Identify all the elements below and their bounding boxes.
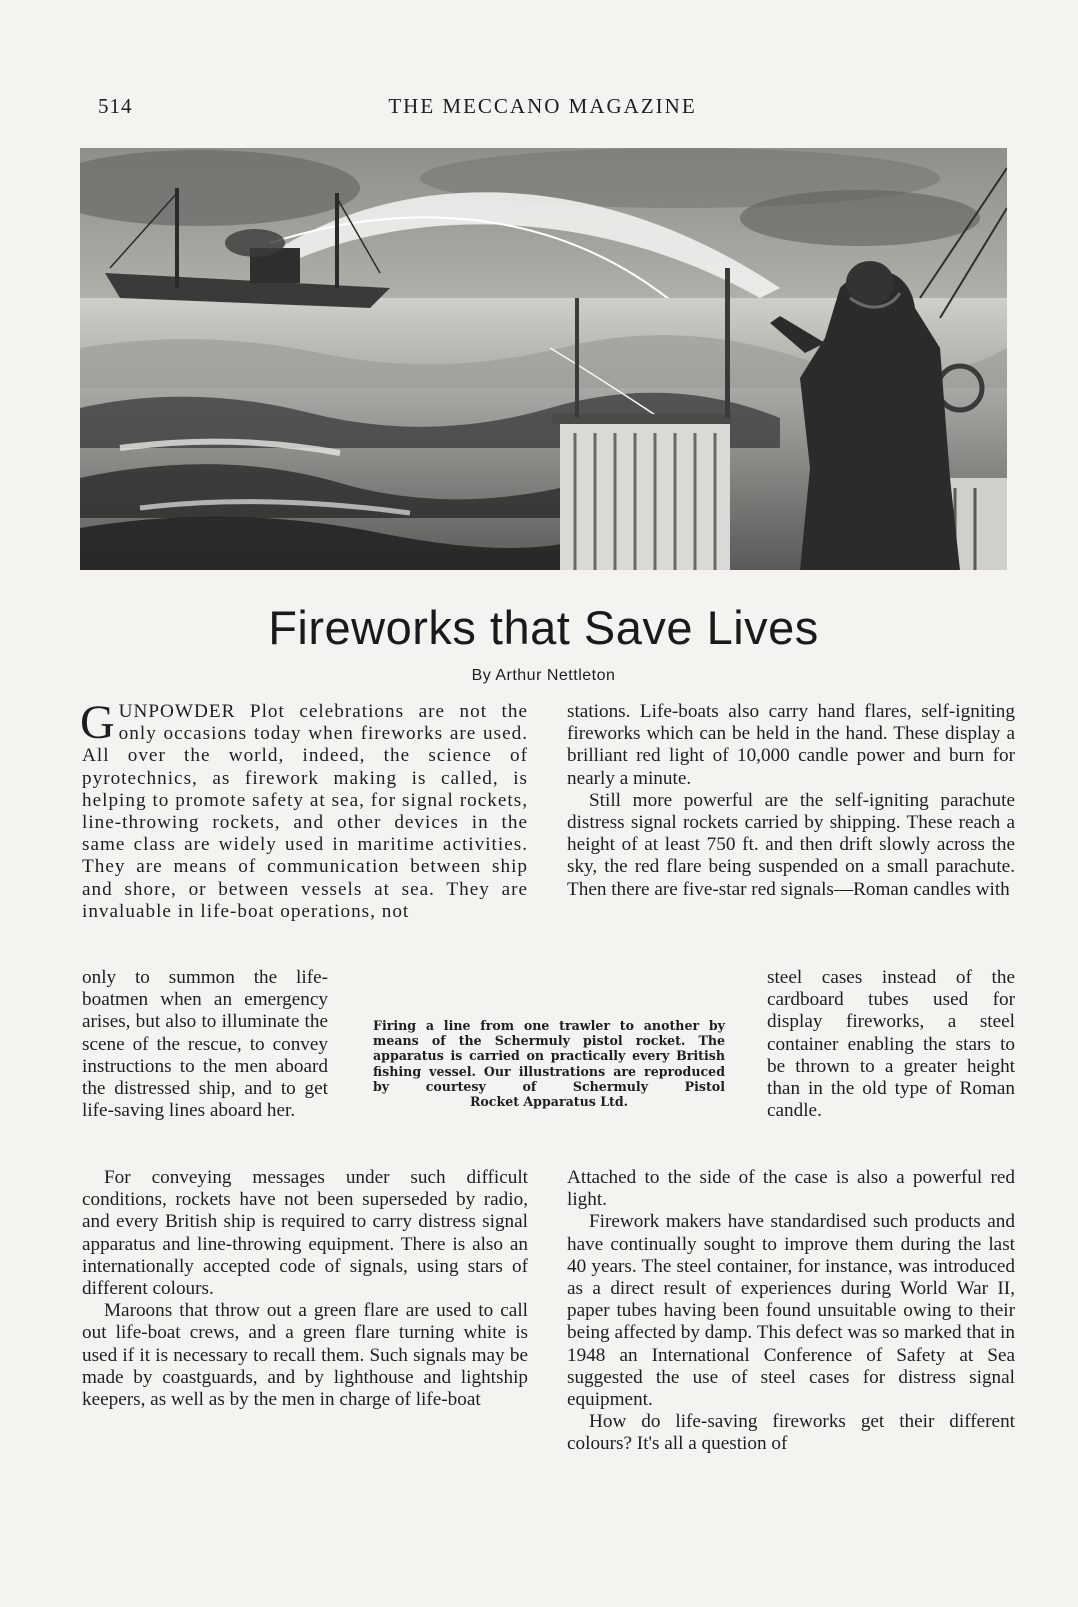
paragraph-steel-cases: steel cases instead of the cardboard tubes used for display fireworks, a steel container enabling the stars to be thrown to a greater height than in the old type of Roman candle. [767,967,1015,1122]
column-right-top [567,701,1015,901]
paragraph-parachute-rockets: Still more powerful are the self-igniting parachute distress signal rockets carried by shipping. These reach a height of at least 750 ft. and then drift slowly across the sky, the red flare being suspended on a small parachute. Then there are five-star red signals—Roman candles with [567,789,1015,900]
drop-cap: G [80,696,115,749]
article-byline: By Arthur Nettleton [471,667,616,684]
column-left-bottom [82,1167,528,1411]
column-left-mid [82,967,328,1122]
paragraph-colours: How do life-saving fireworks get their different colours? It's all a question of [567,1411,1015,1455]
paragraph-hand-flares: stations. Life-boats also carry hand flares, self-igniting fireworks which can be held in the hand. These display a brilliant red light of 10,000 candle power and burn for nearly a minute. [567,701,1015,789]
page-header [80,88,1005,122]
column-left-top [80,696,528,923]
page-number: 514 [98,94,133,118]
column-right-bottom [567,1167,1015,1456]
column-right-mid [767,967,1015,1122]
paragraph-intro-continued: only to summon the life-boatmen when an emergency arises, but also to illuminate the scene of the rescue, to convey instructions to the men aboard the distressed ship, and to get life-saving lines aboard her. [82,967,328,1122]
trawler-illustration-image [80,148,1007,570]
caption-text: Firing a line from one trawler to another by means of the Schermuly pistol rocket. The apparatus is carried on practically every British fishing vessel. Our illustrations are reproduced by courtesy of Schermuly Pistol [373,1018,725,1094]
paragraph-red-light: Attached to the side of the case is also a powerful red light. [567,1167,1015,1211]
paragraph-maroons: Maroons that throw out a green flare are used to call out life-boat crews, and a green flare turning white is used if it is necessary to recall them. Such signals may be made by coastguards, and by lighthouse and lightship keepers, as well as by the men in charge of life-boat [82,1300,528,1411]
article-title: Fireworks that Save Lives [268,601,819,654]
caption-credit: Rocket Apparatus Ltd. [469,1094,629,1110]
paragraph-messages: For conveying messages under such difficult conditions, rockets have not been superseded by radio, and every British ship is required to carry distress signal apparatus and line-throwing equipment. There is also an internationally accepted code of signals, using stars of different colours. [82,1167,528,1300]
illustration-caption [373,1018,725,1109]
magazine-title: THE MECCANO MAGAZINE [388,94,697,118]
paragraph-standardised: Firework makers have standardised such products and have continually sought to improve them during the last 40 years. The steel container, for instance, was introduced as a direct result of experiences during World War II, paper tubes having been found unsuitable owing to their being affected by damp. This defect was so marked that in 1948 an International Conference of Safety at Sea suggested the use of steel cases for distress signal equipment. [567,1211,1015,1411]
paragraph-intro: UNPOWDER Plot celebrations are not the only occasions today when fireworks are used. All over the world, indeed, the science of pyrotechnics, as firework making is called, is helping to promote safety at sea, for signal rockets, line-throwing rockets, and other devices in the same class are widely used in maritime activities. They are means of communication between ship and shore, or between vessels at sea. They are invaluable in life-boat operations, not [82,701,528,922]
illustration [80,148,1007,570]
